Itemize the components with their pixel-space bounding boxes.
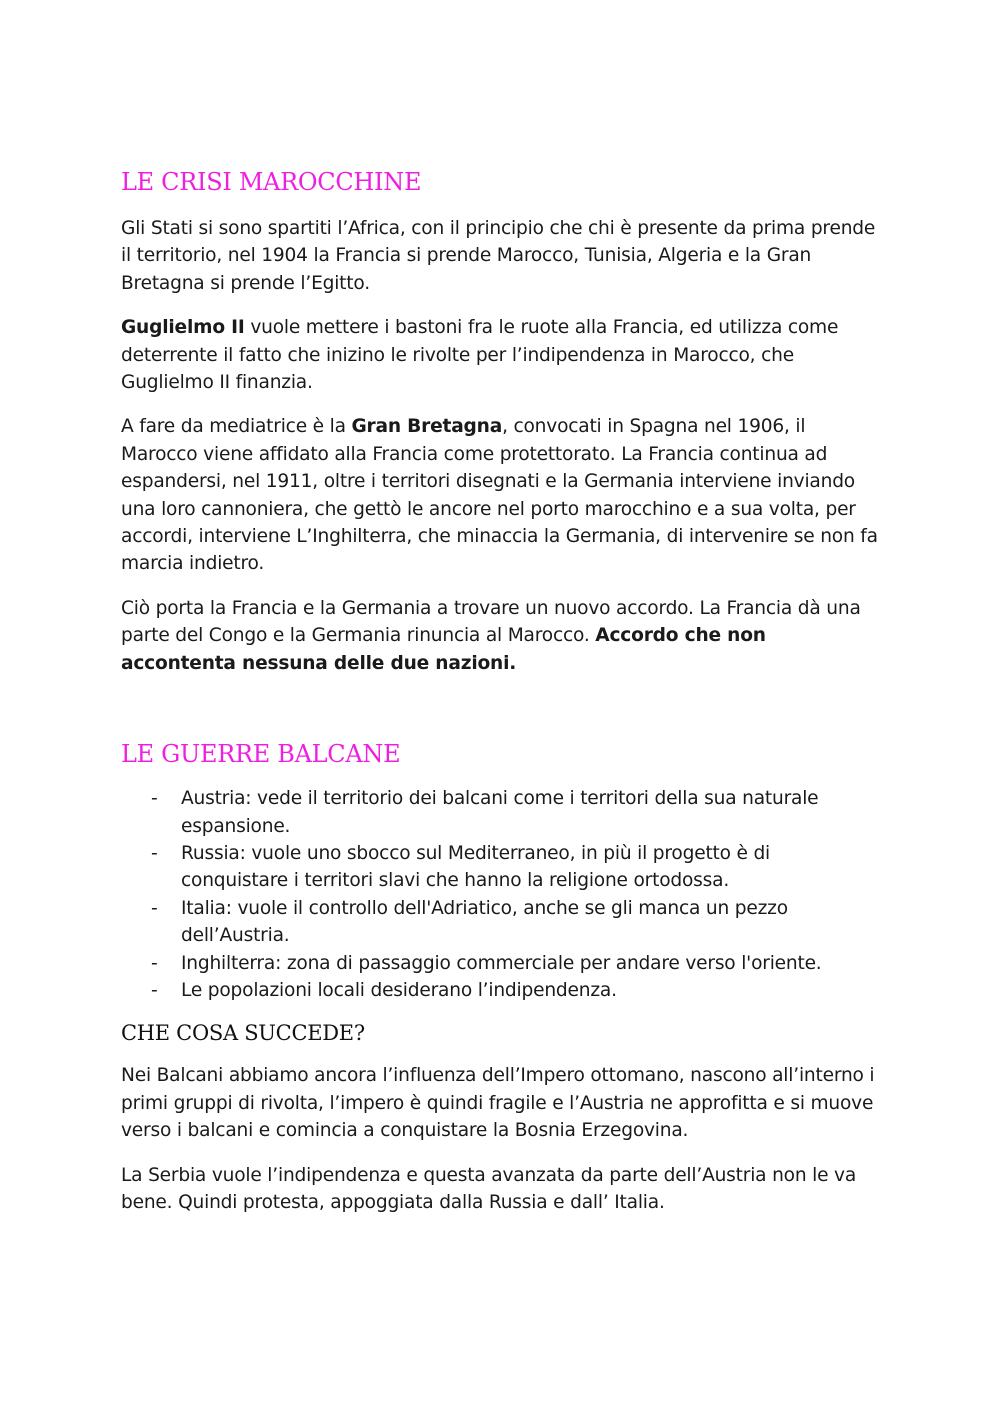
text-mediatrice-start: A fare da mediatrice è la xyxy=(121,416,352,438)
text-guglielmo-rest: vuole mettere i bastoni fra le ruote alla Francia, ed utilizza come deterrente il fatto che inizino le rivolte per l’indipendenza in Marocco, che Guglielmo II finanzia. xyxy=(121,317,839,394)
paragraph-balcani: Nei Balcani abbiamo ancora l’influenza dell’Impero ottomano, nascono all’interno i primi gruppi di rivolta, l’impero è quindi fragile e l’Austria ne approfitta e si muove verso i balcani e comincia a conquistare la Bosnia Erzegovina. xyxy=(121,1065,875,1142)
subsection-title-che-cosa-succede: CHE COSA SUCCEDE? xyxy=(121,1021,365,1046)
list-item-text: Austria: vede il territorio dei balcani come i territori della sua naturale espansione. xyxy=(181,788,819,837)
bullet-dash: - xyxy=(151,897,158,919)
paragraph-serbia: La Serbia vuole l’indipendenza e questa avanzata da parte dell’Austria non le va bene. Quindi protesta, appoggiata dalla Russia e dall’ Italia. xyxy=(121,1164,857,1213)
text-accordo-start: Ciò porta la Francia e la Germania a trovare un nuovo accordo. La Francia dà una parte del Congo e la Germania rinuncia al Marocco. xyxy=(121,597,861,647)
list-item xyxy=(121,895,881,950)
list-item xyxy=(121,950,881,977)
text-mediatrice-rest: , convocati in Spagna nel 1906, il Marocco viene affidato alla Francia come protettorato. La Francia continua ad espandersi, nel 1911, oltre i territori disegnati e la Germania interviene inviando una loro cannoniera, che gettò le ancore nel porto marocchino e a sua volta, per accordi, interviene L’Inghilterra, che minaccia la Germania, di intervenire se non fa marcia indietro. xyxy=(121,416,878,575)
document-page xyxy=(121,165,881,1233)
list-item-text: Italia: vuole il controllo dell'Adriatico, anche se gli manca un pezzo dell’Austria. xyxy=(181,897,788,947)
paragraph-mediatrice xyxy=(121,413,881,577)
bullet-dash: - xyxy=(151,842,158,864)
list-item-text: Russia: vuole uno sbocco sul Mediterraneo, in più il progetto è di conquistare i territori slavi che hanno la religione ortodossa. xyxy=(181,842,771,892)
list-item xyxy=(121,977,881,1004)
bold-accordo: Accordo che non accontenta nessuna delle due nazioni. xyxy=(121,625,766,674)
bullet-dash: - xyxy=(151,788,158,810)
paragraph-guglielmo xyxy=(121,314,881,396)
bullet-dash: - xyxy=(151,979,158,1001)
bullet-dash: - xyxy=(151,952,158,974)
paragraph-stati-africa: Gli Stati si sono spartiti l’Africa, con il principio che chi è presente da prima prende il territorio, nel 1904 la Francia si prende Marocco, Tunisia, Algeria e la Gran Bretagna si prende l’Egitto. xyxy=(121,218,876,294)
paragraph-accordo xyxy=(121,595,881,677)
list-item-text: Inghilterra: zona di passaggio commerciale per andare verso l'oriente. xyxy=(181,952,822,974)
list-item-text: Le popolazioni locali desiderano l’indipendenza. xyxy=(181,979,617,1001)
section-title-crisi-marocchine: LE CRISI MAROCCHINE xyxy=(121,168,422,196)
bold-gran-bretagna: Gran Bretagna xyxy=(351,416,503,438)
bold-guglielmo: Guglielmo II xyxy=(121,317,245,339)
section-title-guerre-balcane: LE GUERRE BALCANE xyxy=(121,740,401,769)
list-item xyxy=(121,840,881,895)
list-item xyxy=(121,785,881,840)
bullet-list-interessi xyxy=(121,785,881,1004)
